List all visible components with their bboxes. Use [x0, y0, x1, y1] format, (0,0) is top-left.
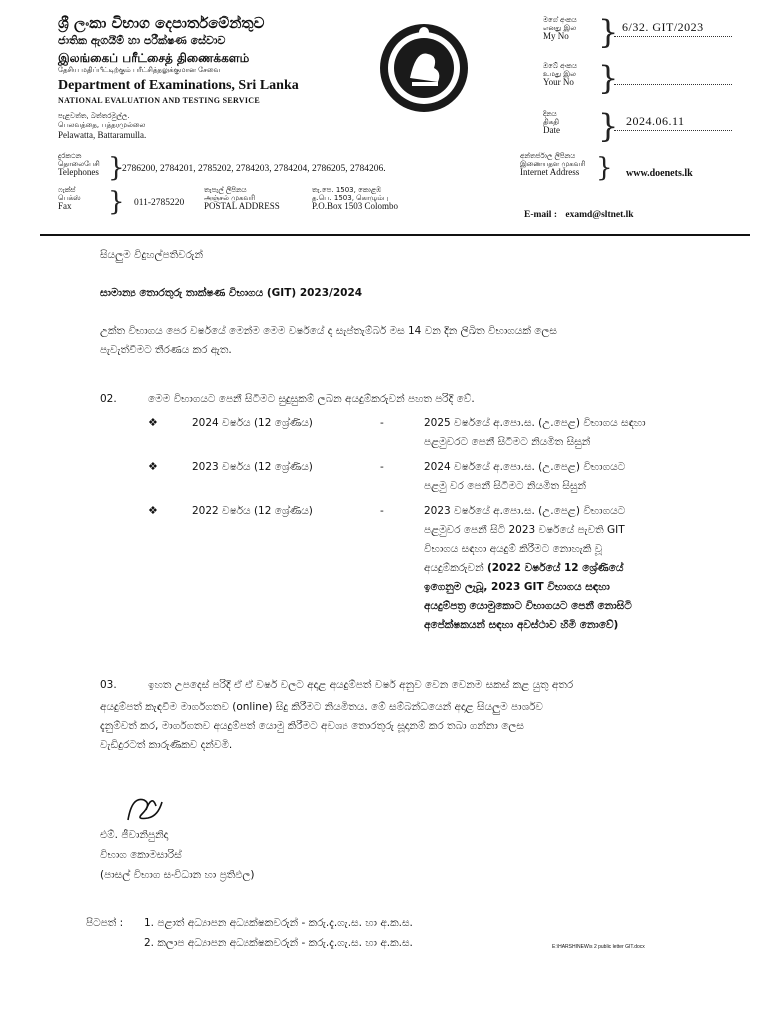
address-tamil: பெலவத்தை, பத்தரமுல்லை — [58, 121, 146, 129]
copies-label: පිටපත් : — [86, 917, 124, 929]
pobox — [312, 186, 398, 210]
bullet-3-line: අයදුම්පත්‍ර යොමුකොට විභාගයට පෙනී නොසිටි — [424, 600, 632, 612]
section-2-number: 02. — [100, 393, 117, 405]
bullet-3-year: 2022 වර්ෂය (12 ශ්‍රේණිය) — [192, 505, 313, 517]
bullet-2-desc — [424, 458, 724, 496]
pobox-sinhala: තැ.පෙ. 1503, කොළඹ — [312, 186, 382, 194]
your-no-label — [543, 62, 577, 86]
bullet-2-line: 2024 වර්ෂයේ අ.පො.ස. (උ.පෙළ) විභාගයට — [424, 461, 626, 473]
bullet-3-dash: - — [380, 505, 384, 517]
bullet-1-desc — [424, 414, 724, 452]
date-line — [614, 130, 732, 131]
bullet-3-line: විභාගය සඳහා අයදුම් කිරීමට නොහැකි වූ — [424, 543, 603, 555]
date-label-tamil: திகதி — [543, 118, 559, 126]
pobox-english: P.O.Box 1503 Colombo — [312, 201, 399, 211]
bullet-2-dash: - — [380, 461, 384, 473]
telephone-label-tamil: தொலைபேசி — [58, 160, 100, 168]
website-link[interactable]: www.doenets.lk — [626, 168, 693, 179]
paragraph-1-line: පැවැත්වීමට තීරණය කර ඇත. — [100, 344, 232, 356]
postal-label-sinhala: තැපැල් ලිපිනය — [204, 186, 247, 194]
postal-label-english: POSTAL ADDRESS — [204, 201, 280, 211]
date-label-sinhala: දිනය — [543, 110, 557, 118]
address-block — [58, 112, 145, 130]
section-2-text: මෙම විභාගයට පෙනී සිටීමට සුදුසුකම් ලබන අයදුම්කරුවන් පහත පරිදි වේ. — [148, 393, 475, 405]
subject-line: සාමාන්‍ය තොරතුරු තාක්ෂණ විභාගය (GIT) 2023/2024 — [100, 287, 363, 299]
bullet-3-line: ඉගෙනුම ලැබූ, 2023 GIT විභාගය සඳහා — [424, 581, 610, 593]
pobox-tamil: த.பெ. 1503, கொழும்பு — [312, 194, 389, 202]
telephone-label — [58, 152, 100, 176]
service-name-english: NATIONAL EVALUATION AND TESTING SERVICE — [58, 96, 260, 105]
my-no-label — [543, 16, 577, 40]
your-no-label-sinhala: ඔබේ අංකය — [543, 62, 577, 70]
date-label — [543, 110, 560, 134]
service-name-sinhala: ජාතික ඇගයීම් හා පරීක්ෂණ සේවාව — [58, 34, 226, 47]
my-no-label-tamil: எனது இல — [543, 24, 577, 32]
fax-label — [58, 186, 81, 210]
email-label: E-mail : — [524, 210, 557, 220]
section-3-line: ඉහත උපදෙස් පරිදි ඒ ඒ වර්ෂ වලට අදාළ අයදුම්පත් වර්ෂ අනුව වෙන වෙනම සකස් කළ යුතු අතර — [148, 679, 574, 691]
fax-label-sinhala: ෆැක්ස් — [58, 186, 76, 194]
section-3-line: දැනුම්වත් කර, මාර්ගගතව අයදුම්පත් යොමු කිරීමට අවශ්‍ය තොරතුරු සූදානම් කර තබා ගන්නා ලෙස — [100, 720, 524, 732]
bullet-1-dash: - — [380, 417, 384, 429]
national-emblem-icon — [372, 20, 476, 116]
section-3-continuation — [100, 698, 730, 755]
brace-icon: } — [108, 187, 125, 217]
address-sinhala: පැළවත්ත, බත්තරමුල්ල. — [58, 112, 130, 120]
postal-label — [204, 186, 280, 210]
bullet-3-desc — [424, 502, 724, 635]
telephone-label-english: Telephones — [58, 167, 99, 177]
bullet-3-applicants: අයදුම්කරුවන් — [424, 562, 484, 574]
bullet-2-year: 2023 වර්ෂය (12 ශ්‍රේණිය) — [192, 461, 313, 473]
section-3-line: අයදුම්පත් කැඳවීම මාර්ගගතව (online) සිදු කිරීමට නියමිතය. මේ සම්බන්ධයෙන් අදාළ සියලුම පාර්ශව — [100, 701, 543, 713]
fax-label-tamil: பெக்ஸ் — [58, 194, 81, 202]
signatory-title: විභාග කොමසාරිස් — [100, 849, 182, 861]
bullet-1-line: පළමුවරට පෙනී සිටීමට නියමිත සිසුන් — [424, 436, 591, 448]
header-divider — [40, 234, 750, 236]
copy-recipient-2: 2. කලාප අධ්‍යාපන අධ්‍යක්ෂකවරුන් - කරු.දැ.ගැ.ස. හා අ.ක.ස. — [144, 937, 413, 949]
brace-icon: } — [108, 153, 125, 183]
department-name-tamil: இலங்கைப் பரீட்சைத் திணைக்களம் — [58, 51, 250, 65]
section-3-number: 03. — [100, 679, 117, 691]
my-no-label-sinhala: මගේ අංකය — [543, 16, 577, 24]
addressee: සියලුම විදුහල්පතිවරුන් — [100, 249, 203, 261]
paragraph-1 — [100, 322, 710, 360]
your-no-label-english: Your No — [543, 77, 574, 87]
bullet-3-line: අපේක්ෂකයන් සඳහා අවස්ථාව හිමි නොවේ) — [424, 619, 619, 631]
my-no-label-english: My No — [543, 31, 569, 41]
telephone-numbers: 2786200, 2784201, 2785202, 2784203, 2784204, 2786205, 2784206. — [122, 164, 386, 174]
brace-icon: } — [596, 153, 613, 183]
brace-icon: } — [598, 59, 619, 97]
brace-icon: } — [598, 107, 619, 145]
section-3-text — [148, 676, 738, 695]
bullet-1-line: 2025 වර්ෂයේ අ.පො.ස. (උ.පෙළ) විභාගය සඳහා — [424, 417, 646, 429]
my-no-value: 6/32. GIT/2023 — [622, 20, 704, 34]
bullet-3-line: 2023 වර්ෂයේ අ.පො.ස. (උ.පෙළ) විභාගයට — [424, 505, 626, 517]
signature-mark-icon — [122, 790, 170, 828]
internet-label — [520, 152, 585, 176]
bullet-1-year: 2024 වර්ෂය (12 ශ්‍රේණිය) — [192, 417, 313, 429]
bullet-icon: ❖ — [148, 504, 158, 517]
copy-recipient-1: 1. පළාත් අධ්‍යාපන අධ්‍යක්ෂකවරුන් - කරු.දැ.ගැ.ස. හා අ.ක.ස. — [144, 917, 413, 929]
section-3-line: වැඩිදුරටත් කාරුණිකව දන්වමි. — [100, 739, 233, 751]
bullet-3-note-start: (2022 වර්ෂයේ 12 ශ්‍රේණියේ — [486, 562, 624, 574]
email-row — [524, 210, 634, 220]
file-path-note: E:\HARSHINEW\s 2 ‍public letter GIT.docx — [552, 944, 645, 950]
internet-label-english: Internet Address — [520, 167, 580, 177]
brace-icon: } — [598, 13, 619, 51]
signatory-department: (පාසල් විභාග සංවිධාන හා ප්‍රතිඵල) — [100, 869, 255, 881]
bullet-icon: ❖ — [148, 460, 158, 473]
date-value: 2024.06.11 — [626, 114, 685, 128]
bullet-3-line — [424, 559, 724, 578]
fax-label-english: Fax — [58, 201, 72, 211]
bullet-3-line: පළමුවර පෙනී සිටි 2023 වර්ෂයේ පැවති GIT — [424, 524, 625, 536]
address-english: Pelawatta, Battaramulla. — [58, 130, 147, 140]
my-no-line — [614, 36, 732, 37]
internet-label-tamil: இணையதள முகவரி — [520, 160, 586, 168]
department-name-english: Department of Examinations, Sri Lanka — [58, 78, 299, 93]
signatory-name: එම්. ජීවානිපුනිදා — [100, 829, 169, 841]
telephone-label-sinhala: දුරකථන — [58, 152, 82, 160]
email-address[interactable]: examd@sltnet.lk — [565, 210, 634, 220]
postal-label-tamil: அஞ்சல் முகவரி — [204, 194, 256, 202]
bullet-2-line: පළමු වර පෙනී සිටීමට නියමිත සිසුන් — [424, 480, 587, 492]
your-no-line — [614, 84, 732, 85]
your-no-label-tamil: உமது இல — [543, 70, 576, 78]
date-label-english: Date — [543, 125, 560, 135]
department-name-sinhala: ශ්‍රී ලංකා විභාග දෙපාර්තමේන්තුව — [58, 14, 265, 32]
internet-label-sinhala: අන්තර්ජාල ලිපිනය — [520, 152, 576, 160]
fax-number: 011-2785220 — [134, 198, 185, 208]
service-name-tamil: தேசிய மதிப்பீட்டிற்கும் பரீட்சித்தலுக்குமான சேவை — [58, 66, 221, 74]
bullet-icon: ❖ — [148, 416, 158, 429]
paragraph-1-line: උක්ත විභාගය පෙර වර්ෂයේ මෙන්ම මෙම වර්ෂයේ ද සැප්තැම්බර් මස 14 වන දින ලිඛිත විභාගයක් ලෙස — [100, 325, 557, 337]
